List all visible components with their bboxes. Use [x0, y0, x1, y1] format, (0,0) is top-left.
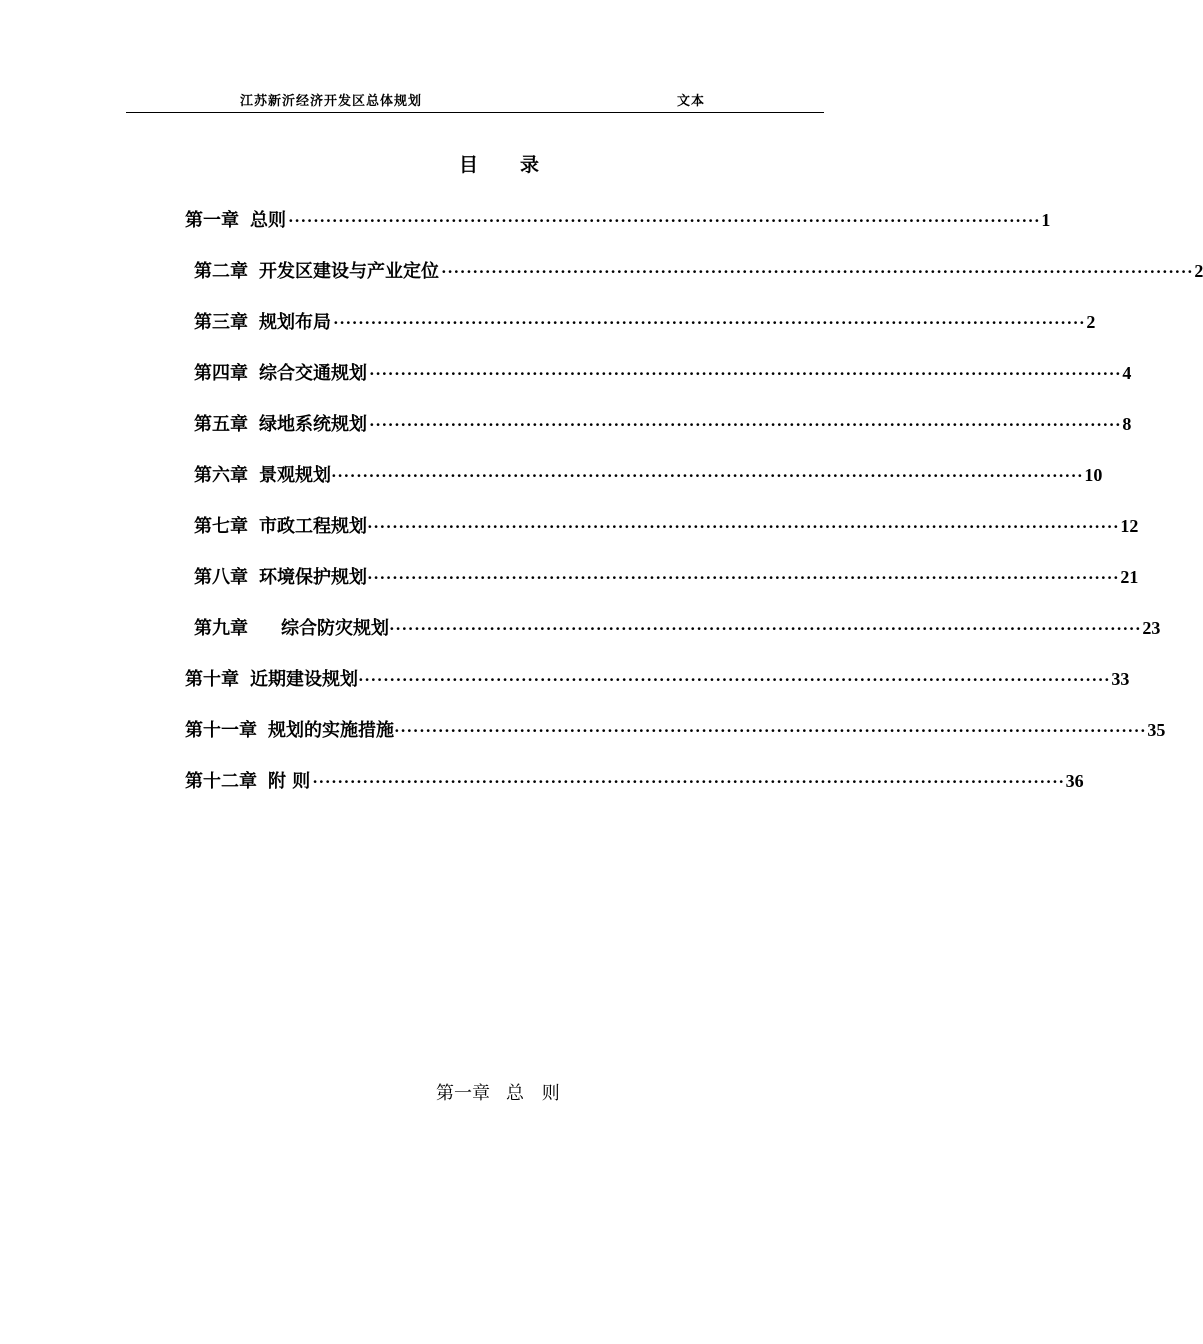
toc-entry[interactable]: [194, 461, 1103, 486]
toc-chapter-title: 综合交通规划: [259, 363, 367, 384]
toc-heading: [459, 150, 539, 177]
dot-leader: ························································································································: [367, 517, 1120, 536]
toc-entry[interactable]: [194, 512, 1139, 537]
toc-page-number: 8: [1122, 414, 1132, 434]
toc-heading-right: 录: [520, 154, 540, 176]
toc-chapter-number: 第九章: [194, 618, 248, 639]
toc-entry[interactable]: [194, 359, 1132, 384]
toc-entry[interactable]: [194, 257, 1203, 282]
chapter-heading: [436, 1079, 566, 1105]
toc-page-number: 1: [1041, 210, 1051, 230]
toc-entry[interactable]: [194, 614, 1161, 639]
toc-chapter-number: 第十一章: [185, 720, 257, 741]
toc-chapter-title: 规划的实施措施: [268, 720, 394, 741]
toc-entry[interactable]: [185, 767, 1084, 792]
toc-entry[interactable]: [194, 563, 1139, 588]
toc-page-number: 2: [1194, 261, 1203, 281]
toc-chapter-number: 第八章: [194, 567, 248, 588]
dot-leader: ························································································································: [288, 211, 1041, 230]
document-type-label: 文本: [677, 94, 706, 109]
dot-leader: ························································································································: [312, 772, 1065, 791]
toc-chapter-number: 第四章: [194, 363, 248, 384]
dot-leader: ························································································································: [358, 670, 1111, 689]
toc-page-number: 35: [1147, 720, 1166, 740]
document-title: 江苏新沂经济开发区总体规划: [240, 94, 423, 109]
toc-entry[interactable]: [185, 716, 1166, 741]
toc-page-number: 4: [1122, 363, 1132, 383]
toc-entry[interactable]: [194, 308, 1096, 333]
dot-leader: ························································································································: [394, 721, 1147, 740]
toc-chapter-number: 第二章: [194, 261, 248, 282]
dot-leader: ························································································································: [367, 568, 1120, 587]
toc-chapter-title: 开发区建设与产业定位: [259, 261, 439, 282]
toc-chapter-number: 第七章: [194, 516, 248, 537]
toc-entry[interactable]: [194, 410, 1132, 435]
toc-chapter-number: 第十章: [185, 669, 239, 690]
toc-page-number: 21: [1120, 567, 1139, 587]
toc-chapter-number: 第三章: [194, 312, 248, 333]
dot-leader: ························································································································: [331, 466, 1084, 485]
toc-chapter-number: 第一章: [185, 210, 239, 231]
toc-page-number: 36: [1065, 771, 1084, 791]
toc-chapter-title: 附 则: [268, 771, 311, 792]
toc-chapter-title: 近期建设规划: [250, 669, 358, 690]
dot-leader: ························································································································: [389, 619, 1142, 638]
toc-chapter-number: 第六章: [194, 465, 248, 486]
toc-page-number: 2: [1086, 312, 1096, 332]
chapter-heading-title: 总 则: [506, 1083, 566, 1104]
toc-chapter-title: 综合防灾规划: [281, 618, 389, 639]
chapter-heading-number: 第一章: [436, 1083, 490, 1104]
toc-page-number: 33: [1111, 669, 1130, 689]
toc-chapter-title: 总则: [250, 210, 286, 231]
toc-page-number: 10: [1084, 465, 1103, 485]
toc-chapter-number: 第五章: [194, 414, 248, 435]
toc-entry[interactable]: [185, 665, 1130, 690]
toc-chapter-number: 第十二章: [185, 771, 257, 792]
toc-chapter-title: 景观规划: [259, 465, 331, 486]
toc-entry[interactable]: [185, 206, 1051, 231]
dot-leader: ························································································································: [369, 415, 1122, 434]
toc-page-number: 12: [1120, 516, 1139, 536]
toc-heading-left: 目: [459, 154, 479, 176]
dot-leader: ························································································································: [369, 364, 1122, 383]
toc-chapter-title: 规划布局: [259, 312, 331, 333]
toc-page-number: 23: [1142, 618, 1161, 638]
header-divider: [126, 112, 824, 113]
toc-chapter-title: 环境保护规划: [259, 567, 367, 588]
dot-leader: ························································································································: [333, 313, 1086, 332]
toc-chapter-title: 绿地系统规划: [259, 414, 367, 435]
toc-chapter-title: 市政工程规划: [259, 516, 367, 537]
dot-leader: ························································································································: [441, 262, 1194, 281]
